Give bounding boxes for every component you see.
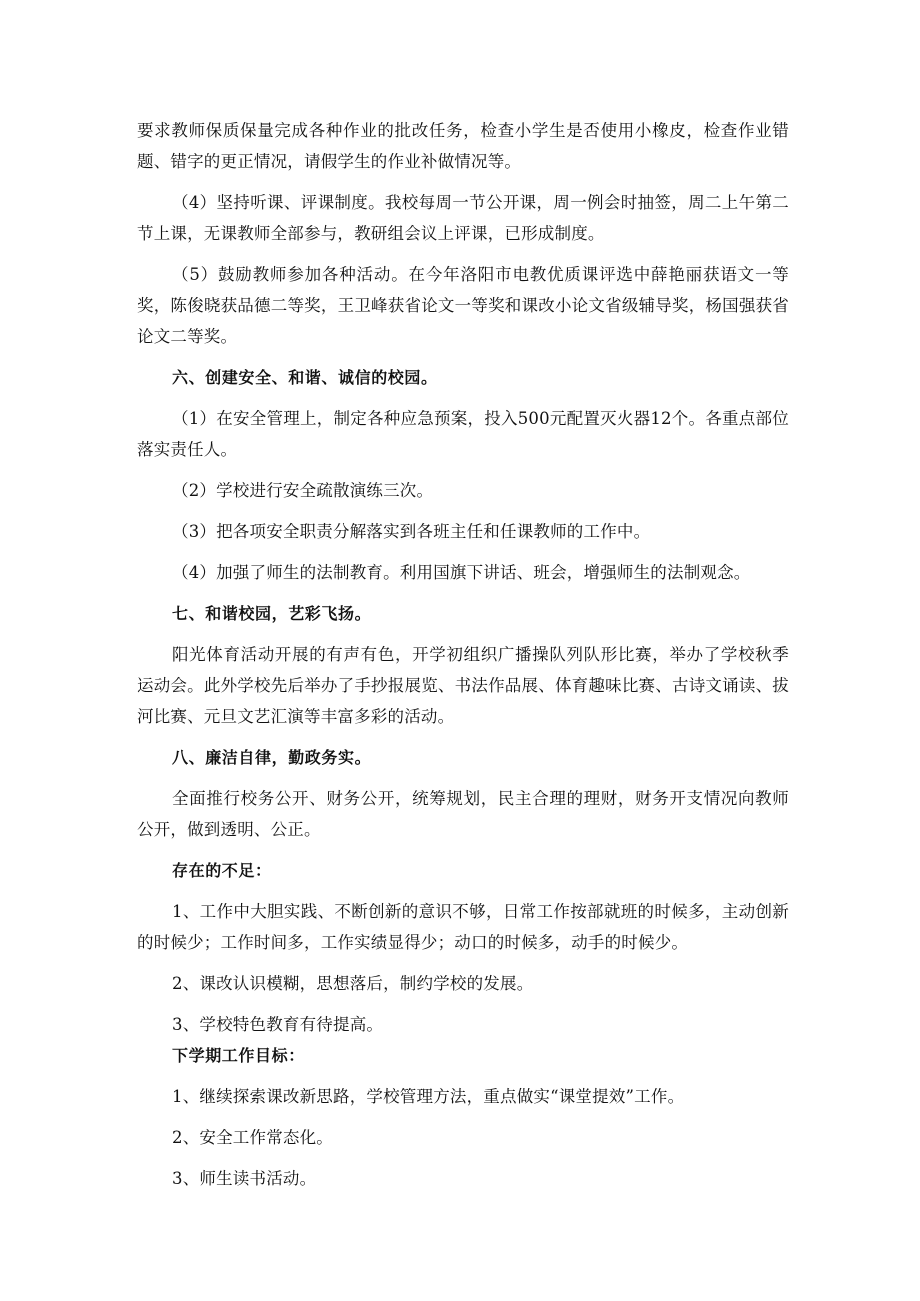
paragraph-sports-activities: 阳光体育活动开展的有声有色，开学初组织广播操队列队形比赛，举办了学校秋季运动会。此外学校先后举办了手抄报展览、书法作品展、体育趣味比赛、古诗文诵读、拔河比赛、元旦文艺汇演等丰富多彩的活动。 — [137, 645, 789, 726]
paragraph-goal-2: 2、安全工作常态化。 — [172, 1128, 333, 1147]
heading-harmonious-campus: 七、和谐校园，艺彩飞扬。 — [172, 604, 372, 623]
heading-shortcomings: 存在的不足： — [172, 861, 272, 880]
heading-safe-campus: 六、创建安全、和谐、诚信的校园。 — [172, 368, 438, 387]
paragraph-evacuation-drill: （2）学校进行安全疏散演练三次。 — [172, 481, 434, 500]
paragraph-teacher-awards: （5）鼓励教师参加各种活动。在今年洛阳市电教优质课评选中薛艳丽获语文一等奖，陈俊晓获品德二等奖，王卫峰获省论文一等奖和课改小论文省级辅导奖，杨国强获省论文二等奖。 — [137, 265, 789, 346]
paragraph-legal-education: （4）加强了师生的法制教育。利用国旗下讲话、班会，增强师生的法制观念。 — [172, 563, 751, 582]
paragraph-open-affairs: 全面推行校务公开、财务公开，统筹规划，民主合理的理财，财务开支情况向教师公开，做到透明、公正。 — [137, 789, 789, 839]
paragraph-shortcoming-2: 2、课改认识模糊，思想落后，制约学校的发展。 — [172, 974, 534, 993]
paragraph-shortcoming-1: 1、工作中大胆实践、不断创新的意识不够，日常工作按部就班的时候多，主动创新的时候少；工作时间多，工作实绩显得少；动口的时候多，动手的时候少。 — [137, 902, 789, 952]
paragraph-homework-check: 要求教师保质保量完成各种作业的批改任务，检查小学生是否使用小橡皮，检查作业错题、错字的更正情况，请假学生的作业补做情况等。 — [137, 121, 789, 171]
paragraph-safety-plan: （1）在安全管理上，制定各种应急预案，投入500元配置灭火器12个。各重点部位落实责任人。 — [137, 409, 789, 459]
document-body — [137, 115, 789, 1194]
heading-integrity: 八、廉洁自律，勤政务实。 — [172, 748, 372, 767]
paragraph-safety-duties: （3）把各项安全职责分解落实到各班主任和任课教师的工作中。 — [172, 522, 651, 541]
paragraph-goal-3: 3、师生读书活动。 — [172, 1169, 317, 1188]
paragraph-shortcoming-3: 3、学校特色教育有待提高。 — [172, 1015, 384, 1034]
paragraph-goal-1: 1、继续探索课改新思路，学校管理方法，重点做实“课堂提效”工作。 — [172, 1087, 685, 1106]
heading-next-term-goals: 下学期工作目标： — [172, 1046, 305, 1065]
paragraph-lesson-observation: （4）坚持听课、评课制度。我校每周一节公开课，周一例会时抽签，周二上午第二节上课，无课教师全部参与，教研组会议上评课，已形成制度。 — [137, 193, 789, 243]
